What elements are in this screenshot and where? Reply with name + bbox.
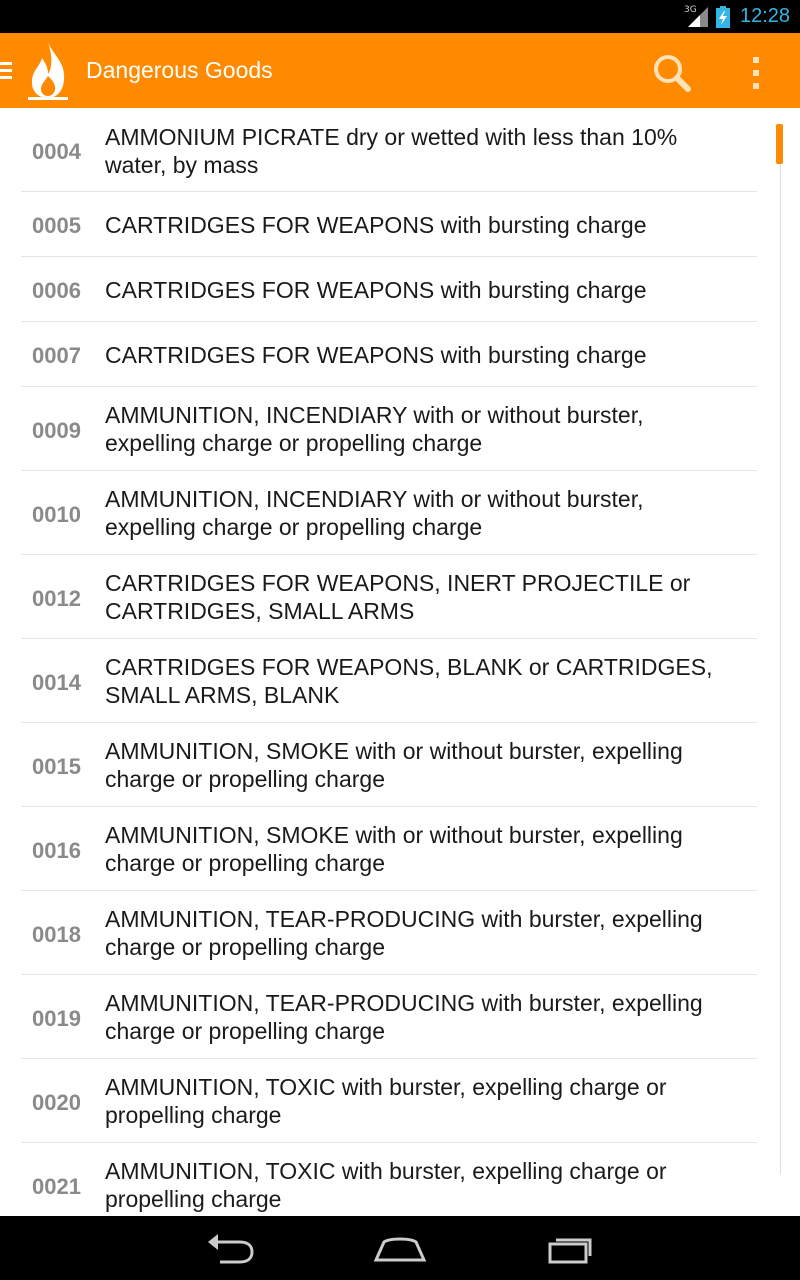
un-number: 0015	[32, 754, 81, 779]
list-item[interactable]	[21, 471, 757, 555]
list-item[interactable]	[21, 975, 757, 1059]
overflow-menu-icon[interactable]	[740, 51, 774, 95]
list-item[interactable]	[21, 322, 757, 387]
goods-name: AMMONIUM PICRATE dry or wetted with less than 10% water, by mass	[105, 124, 678, 178]
list-item[interactable]	[21, 257, 757, 322]
goods-name: CARTRIDGES FOR WEAPONS, BLANK or CARTRIDGES, SMALL ARMS, BLANK	[105, 654, 713, 708]
list-item[interactable]	[21, 1059, 757, 1143]
drawer-icon[interactable]	[0, 60, 14, 82]
goods-name: AMMUNITION, TEAR-PRODUCING with burster, expelling charge or propelling charge	[105, 990, 703, 1044]
goods-name: AMMUNITION, TOXIC with burster, expelling charge or propelling charge	[105, 1074, 667, 1128]
list-item[interactable]	[21, 108, 757, 192]
goods-name: CARTRIDGES FOR WEAPONS with bursting charge	[105, 342, 647, 368]
list-item[interactable]	[21, 639, 757, 723]
goods-name: CARTRIDGES FOR WEAPONS with bursting charge	[105, 277, 647, 303]
list-item[interactable]	[21, 807, 757, 891]
goods-name: CARTRIDGES FOR WEAPONS, INERT PROJECTILE or CARTRIDGES, SMALL ARMS	[105, 570, 691, 624]
flame-logo-icon[interactable]	[26, 40, 70, 102]
scrollbar-track	[780, 164, 781, 1174]
goods-name: AMMUNITION, SMOKE with or without burster, expelling charge or propelling charge	[105, 822, 683, 876]
status-bar	[0, 0, 800, 33]
un-number: 0004	[32, 139, 81, 164]
list-item[interactable]	[21, 192, 757, 257]
un-number: 0005	[32, 213, 81, 238]
goods-name: AMMUNITION, SMOKE with or without burster, expelling charge or propelling charge	[105, 738, 683, 792]
back-icon[interactable]	[202, 1230, 258, 1266]
list-item[interactable]	[21, 555, 757, 639]
un-number: 0018	[32, 922, 81, 947]
goods-name: AMMUNITION, INCENDIARY with or without burster, expelling charge or propelling charge	[105, 402, 644, 456]
un-number: 0014	[32, 670, 81, 695]
un-number: 0020	[32, 1090, 81, 1115]
recent-apps-icon[interactable]	[544, 1230, 600, 1266]
list-item[interactable]	[21, 387, 757, 471]
action-bar	[0, 33, 800, 108]
list-item[interactable]	[21, 891, 757, 975]
network-type: 3G	[684, 5, 697, 15]
goods-name: AMMUNITION, TEAR-PRODUCING with burster, expelling charge or propelling charge	[105, 906, 703, 960]
list-item[interactable]	[21, 1143, 757, 1216]
un-number: 0006	[32, 278, 81, 303]
search-icon[interactable]	[650, 51, 694, 95]
un-number: 0007	[32, 343, 81, 368]
goods-name: CARTRIDGES FOR WEAPONS with bursting charge	[105, 212, 647, 238]
goods-name: AMMUNITION, INCENDIARY with or without burster, expelling charge or propelling charge	[105, 486, 644, 540]
home-icon[interactable]	[372, 1230, 428, 1266]
un-number: 0009	[32, 418, 81, 443]
dangerous-goods-list[interactable]	[0, 108, 800, 1216]
un-number: 0012	[32, 586, 81, 611]
clock: 12:28	[740, 5, 791, 27]
goods-name: AMMUNITION, TOXIC with burster, expelling charge or propelling charge	[105, 1158, 667, 1212]
battery-charging-icon	[716, 6, 730, 28]
scrollbar-thumb[interactable]	[776, 124, 783, 164]
un-number: 0019	[32, 1006, 81, 1031]
signal-icon	[686, 7, 708, 27]
list-item[interactable]	[21, 723, 757, 807]
un-number: 0016	[32, 838, 81, 863]
app-title: Dangerous Goods	[86, 57, 273, 83]
un-number: 0021	[32, 1174, 81, 1199]
navigation-bar	[0, 1216, 800, 1280]
un-number: 0010	[32, 502, 81, 527]
